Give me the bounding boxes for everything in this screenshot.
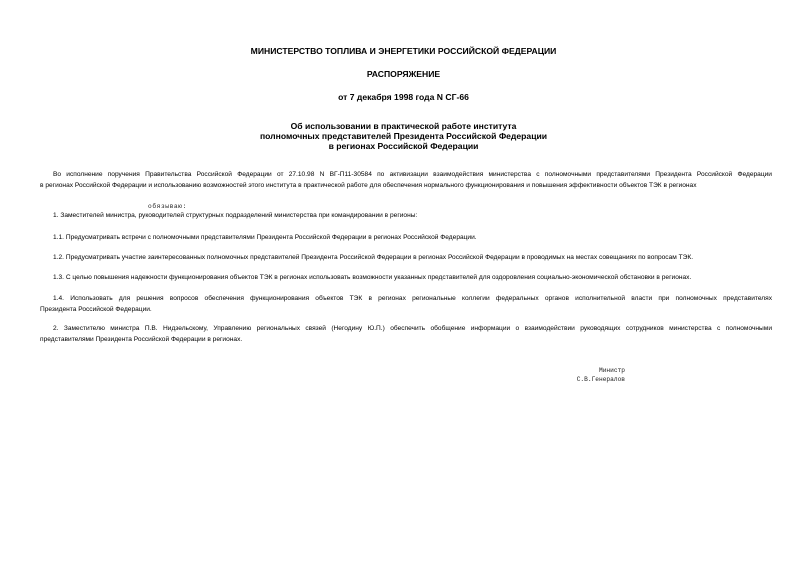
item-1-4-paragraph (40, 294, 772, 315)
signatory-name: С.В.Генералов (576, 376, 625, 383)
intro-paragraph (40, 170, 772, 191)
item-1-2-paragraph (40, 253, 772, 264)
subject-line: Об использовании в практической работе института (290, 121, 517, 131)
subject-line: в регионах Российской Федерации (328, 141, 479, 151)
obliged-word: обязываю: (148, 203, 187, 210)
subject-line: полномочных представителей Президента Российской Федерации (259, 131, 548, 141)
paragraph-line: 1.3. С целью повышения надежности функционирования объектов ТЭК в регионах использовать возможности указанных представителей для оздоровления социально-экономической обстановки в регионах. (53, 274, 692, 281)
paragraph-line: 1.1. Предусматривать встречи с полномочными представителями Президента Российской Федерации в регионах Российской Федерации. (53, 234, 477, 241)
document-date-number: от 7 декабря 1998 года N СГ-66 (338, 92, 469, 102)
paragraph-line: Президента Российской Федерации. (40, 305, 152, 313)
ministry-heading: МИНИСТЕРСТВО ТОПЛИВА И ЭНЕРГЕТИКИ РОССИЙСКОЙ ФЕДЕРАЦИИ (250, 46, 557, 56)
paragraph-line: представителями Президента Российской Федерации в регионах. (40, 335, 243, 343)
document-type-heading: РАСПОРЯЖЕНИЕ (366, 69, 441, 79)
paragraph-line: 1.2. Предусматривать участие заинтересованных полномочных представителей Президента Российской Федерации в регионах Российской Федерации в проводимых на местах совещаниях по вопросам ТЭК. (53, 254, 694, 261)
paragraph-line: в регионах Российской Федерации и использованию возможностей этого института в практической работе для обеспечения нормального функционирования и повышения эффективности объектов ТЭК в регионах (40, 181, 697, 189)
item-2-paragraph (40, 324, 772, 345)
signatory-title: Министр (599, 367, 625, 374)
item-1-paragraph (40, 211, 772, 222)
paragraph-line: 2. Заместителю министра П.В. Нидзельскому, Управлению региональных связей (Негодину Ю.П.) обеспечить обобщение информации о взаимодействии руководящих сотрудников министерства с полномочными (53, 325, 772, 332)
document-subject-title (0, 121, 807, 151)
paragraph-line: 1.4. Использовать для решения вопросов обеспечения функционирования объектов ТЭК в регионах региональные коллегии федеральных органов исполнительной власти при полномочных представителях (53, 295, 772, 302)
paragraph-line: Во исполнение поручения Правительства Российской Федерации от 27.10.98 N ВГ-П11-30584 по активизации взаимодействия министерства с полномочными представителями Президента Российской Федерации (53, 171, 772, 178)
item-1-3-paragraph (40, 273, 772, 284)
signature-block (565, 366, 625, 384)
paragraph-line: 1. Заместителей министра, руководителей структурных подразделений министерства при командировании в регионы: (53, 212, 418, 219)
item-1-1-paragraph (40, 233, 772, 244)
